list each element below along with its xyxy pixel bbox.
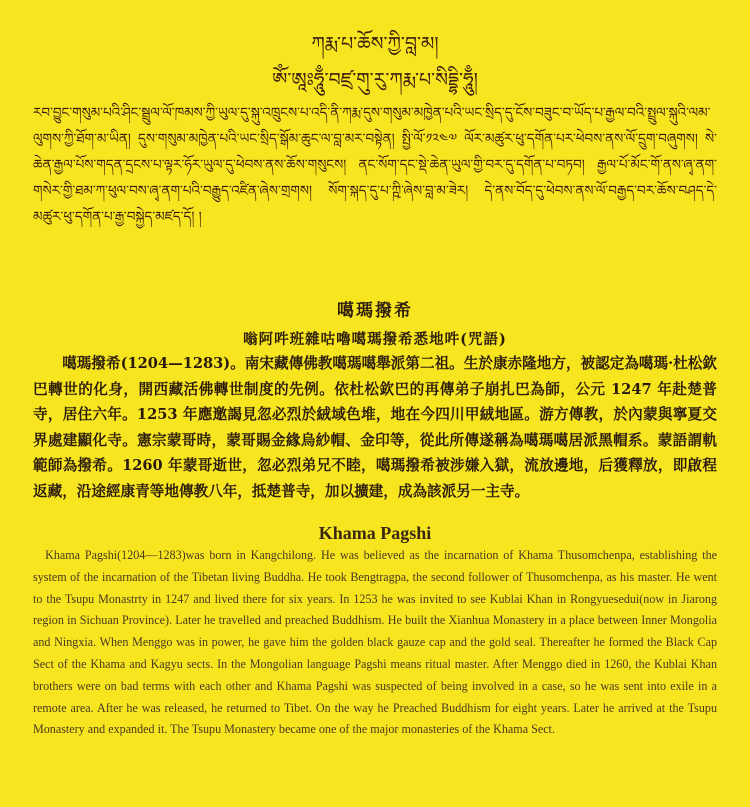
chinese-title: 噶瑪撥希 xyxy=(337,301,413,321)
tibetan-body-text: རབ་བྱུང་གསུམ་པའི་ཤིང་སྦྲུལ་ལོ་ཁམས་ཀྱི་ཡུལ་དུ་སྐུ་འཁྲུངས་པ་འདི་ནི་ཀརྨ་དུས་གསུམ་མཁྱེན་པའི་ཡང་སྲིད་དུ་ངོས་བཟུང་བ་ཡོད་པ་རྒྱལ་བའི་སྤྲུལ་སྐུའི་ལམ་ལུགས་ཀྱི་ཐོག་མ་ཡིན། དུས་གསུམ་མཁྱེན་པའི་ཡང་སྲིད་སྒོམ་ཆུང་ལ་བླ་མར་བསྟེན། སྤྱི་ལོ་༡༢༤༧ ལོར་མཚུར་ཕུ་དགོན་པར་ཕེབས་ནས་ལོ་དྲུག་བཞུགས། སེ་ཆེན་རྒྱལ་པོས་གདན་དྲངས་པ་ལྟར་ཧོར་ཡུལ་དུ་ཕེབས་ནས་ཆོས་གསུངས། ནང་སོག་དང་སྡེ་ཆེན་ཡུལ་གྱི་བར་དུ་དགོན་པ་བཏབ། རྒྱལ་པོ་མོང་གོ་ནས་ཞྭ་ནག་གསེར་གྱི་ཐམ་ཀ་ཕུལ་བས་ཞྭ་ནག་པའི་བརྒྱུད་འཛིན་ཞེས་གྲགས། སོག་སྐད་དུ་པ་ཀྵི་ཞེས་བླ་མ་ཟེར། དེ་ནས་བོད་དུ་ཕེབས་ནས་ལོ་བརྒྱད་བར་ཆོས་བཤད་དེ་མཚུར་ཕུ་དགོན་པ་རྒྱ་བསྐྱེད་མཛད་དོ། ། xyxy=(33,105,717,225)
tibetan-title: ཀརྨ་པ་ཆོས་ཀྱི་བླ་མ། xyxy=(311,33,439,55)
chinese-subtitle: 嗡阿吽班雜咕嚕噶瑪撥希悉地吽(咒語) xyxy=(243,331,507,348)
english-body-text: Khama Pagshi(1204—1283)was born in Kangchilong. He was believed as the incarnation of Khama Thusomchenpa, establishing the system of the incarnation of the Tibetan living Buddha. He took Bengtragpa, the second follower of Thusomchenpa, as his master. He went to the Tsupu Monastrty in 1247 and lived there for six years. In 1253 he was invited to see Kublai Khan in Rongyuesedui(now in Jiarong region in Sichuan Province). Later he travelled and preached Buddhism. He built the Xianhua Monastery in a place between Inner Mongolia and Ningxia. When Menggo was in power, he gave him the golden black gauze cap and the gold seal. Thereafter he formed the Black Cap Sect of the Khama and Kagyu sects. In the Mongolian language Pagshi means ritual master. After Menggo died in 1260, the Kublai Khan brothers were on bad terms with each other and Khama Pagshi was suspected of being involved in a case, so he was sent into exile in a remote area. After he was released, he returned to Tibet. On the way he Preached Buddhism for eight years. Later he arrived at the Tsupu Monastery and expanded it. The Tsupu Monastery became one of the major monasteries of the Khama Sect. xyxy=(33,548,717,737)
chinese-body-text: 噶瑪撥希(1204—1283)。南宋藏傳佛教噶瑪噶舉派第二祖。生於康赤隆地方，被認定為噶瑪·杜松欽巴轉世的化身，開西藏活佛轉世制度的先例。依杜松欽巴的再傳弟子崩扎巴為師，公元 1247 年赴楚普寺，居住六年。1253 年應邀謁見忽必烈於絨域色堆，地在今四川甲絨地區。游方傳教，於內蒙與寧夏交界處建顯化寺。憲宗蒙哥時，蒙哥賜金緣烏紗帽、金印等，從此所傳遂稱為噶瑪噶居派黑帽系。蒙語謂軌範師為撥希。1260 年蒙哥逝世，忽必烈弟兄不睦，噶瑪撥希被涉嫌入獄，流放邊地，后獲釋放，即啟程返藏，沿途經康青等地傳教八年，抵楚普寺，加以擴建，成為該派另一主寺。 xyxy=(33,355,717,500)
tibetan-mantra: ཨོཾ་ཨཱཿཧཱུྃ་བཛྲ་གུ་རུ་ཀརྨ་པ་སིདྡྷི་ཧཱུྃ། xyxy=(272,69,478,91)
english-title: Khama Pagshi xyxy=(318,523,432,543)
